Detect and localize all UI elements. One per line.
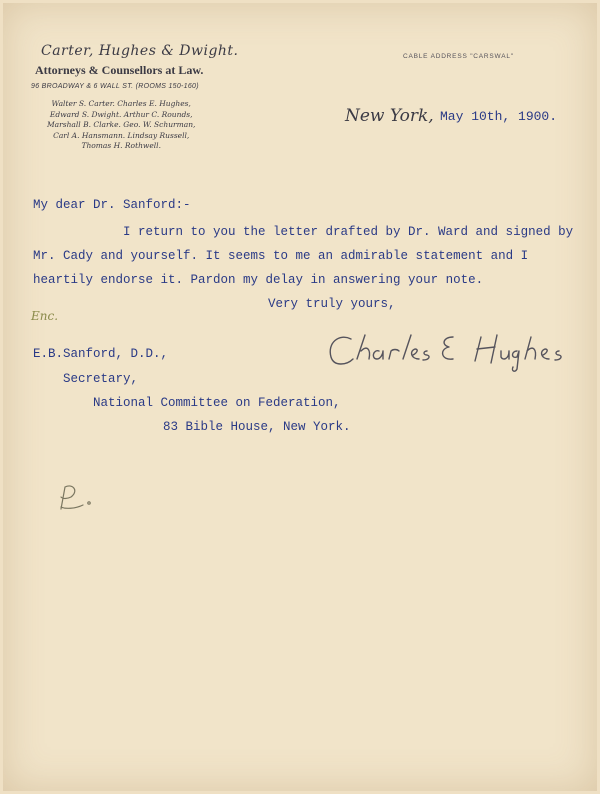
- cable-address: CABLE ADDRESS "CARSWAL": [403, 53, 514, 60]
- letter-sheet: [3, 3, 597, 791]
- body-line: Mr. Cady and yourself. It seems to me an admirable statement and I: [33, 249, 529, 263]
- partner-line: Carl A. Hansmann. Lindsay Russell,: [53, 130, 190, 140]
- body-line: I return to you the letter drafted by Dr. Ward and signed by: [123, 225, 574, 239]
- body-line: heartily endorse it. Pardon my delay in answering your note.: [33, 273, 484, 287]
- dateline-city: New York,: [345, 106, 434, 126]
- firm-address: 96 BROADWAY & 6 WALL ST. (ROOMS 150-160): [31, 83, 199, 90]
- firm-name: Carter, Hughes & Dwight.: [41, 43, 239, 59]
- signature: [321, 329, 583, 378]
- pencil-mark: [55, 483, 95, 518]
- recipient-title: Secretary,: [63, 372, 139, 386]
- recipient-address: 83 Bible House, New York.: [163, 420, 351, 434]
- salutation: My dear Dr. Sanford:-: [33, 198, 191, 212]
- closing: Very truly yours,: [268, 297, 396, 311]
- partner-list: [47, 99, 195, 152]
- recipient-organization: National Committee on Federation,: [93, 396, 341, 410]
- recipient-name: E.B.Sanford, D.D.,: [33, 347, 169, 361]
- firm-subtitle: Attorneys & Counsellors at Law.: [35, 63, 204, 77]
- enclosure-annotation: Enc.: [31, 309, 59, 323]
- partner-line: Walter S. Carter. Charles E. Hughes,: [51, 99, 191, 108]
- partner-line: Marshall B. Clarke. Geo. W. Schurman,: [47, 120, 196, 129]
- partner-line: Thomas H. Rothwell.: [81, 141, 161, 150]
- dateline-date: May 10th, 1900.: [440, 109, 558, 124]
- pencil-mark-drawing: [55, 483, 95, 513]
- partner-line: Edward S. Dwight. Arthur C. Rounds,: [49, 109, 193, 119]
- signature-drawing: [321, 329, 583, 373]
